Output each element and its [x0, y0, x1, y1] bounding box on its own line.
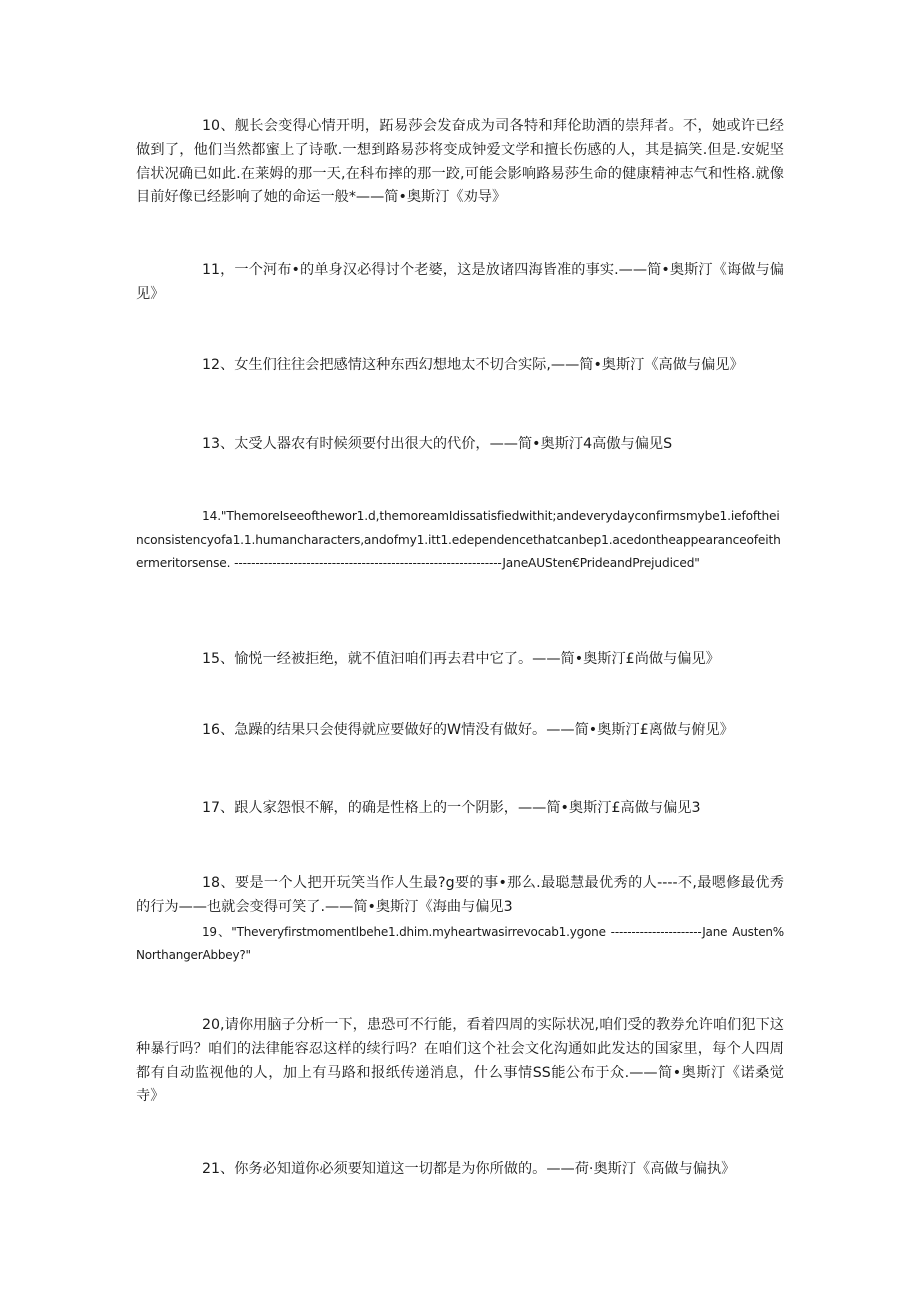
quote-paragraph-20: 20,请你用脑子分析一下，患恐可不行能，看着四周的实际状况,咱们受的教券允许咱们犯下这种暴行吗？咱们的法律能容忍这样的续行吗？在咱们这个社会文化沟通如此发达的国家里，每个人四周都有自动监视他的人，加上有马路和报纸传递消息，什么事情SS能公布于众.——简•奥斯汀《诺桑觉寺》	[136, 1017, 784, 1105]
quote-paragraph-21: 21、你务必知道你必须要知道这一切都是为你所做的。——荷·奥斯汀《高做与偏执》	[202, 1161, 736, 1177]
quote-paragraph-11: 11，一个河布•的单身汉必得讨个老婆，这是放诸四海皆准的事实.——简•奥斯汀《诲做与偏见》	[136, 262, 784, 302]
quote-paragraph-14-english: 14."ThemoreIseeofthewor1.d,themoreamIdissatisfiedwithit;andeverydayconfirmsmybe1.iefoftheinconsistencyofa1.1.humancharacters,andofmy1.itt1.edependencethatcanbep1.acedontheappearanceofeithermeritorsense. ---------------------------------------------------------------JaneAUSten€PrideandPrejudiced"	[136, 509, 781, 571]
quote-paragraph-16: 16、急躁的结果只会使得就应要做好的W情没有做好。——简•奥斯汀£离做与俯见》	[202, 722, 734, 738]
quote-paragraph-19-english: 19、"Theveryfirstmomentlbehe1.dhim.myheartwasirrevocab1.ygone ----------------------Jane Austen%NorthangerAbbey?"	[136, 925, 784, 962]
quote-paragraph-18: 18、要是一个人把开玩笑当作人生最?g要的事•那么.最聪慧最优秀的人----不,最嗯修最优秀的行为——也就会变得可笑了.——简•奥斯汀《海曲与偏见3	[136, 875, 784, 915]
quote-paragraph-13: 13、太受人器农有时候须要付出很大的代价，——简•奥斯汀4高傲与偏见S	[202, 436, 673, 452]
quote-paragraph-10: 10、舰长会变得心情开明，跖易莎会发奋成为司各特和拜伦助酒的崇拜者。不，她或许已经做到了，他们当然都蜜上了诗歌.一想到路易莎将变成钟爱文学和擅长伤感的人，其是搞笑.但是.安妮坚信状况确已如此.在莱姆的那一天,在科布摔的那一跤,可能会影响路易莎生命的健康精神志气和性格.就像目前好像已经影响了她的命运一般*——简•奥斯汀《劝导》	[136, 118, 784, 206]
quote-paragraph-12: 12、女生们往往会把感情这种东西幻想地太不切合实际,——简•奥斯汀《高做与偏见》	[202, 357, 744, 373]
quote-paragraph-15: 15、愉悦一经被拒绝，就不值汩咱们再去君中它了。——简•奥斯汀£尚做与偏见》	[202, 651, 720, 667]
quote-paragraph-17: 17、跟人家怨恨不解，的确是性格上的一个阴影，——简•奥斯汀£高做与偏见3	[202, 800, 701, 816]
